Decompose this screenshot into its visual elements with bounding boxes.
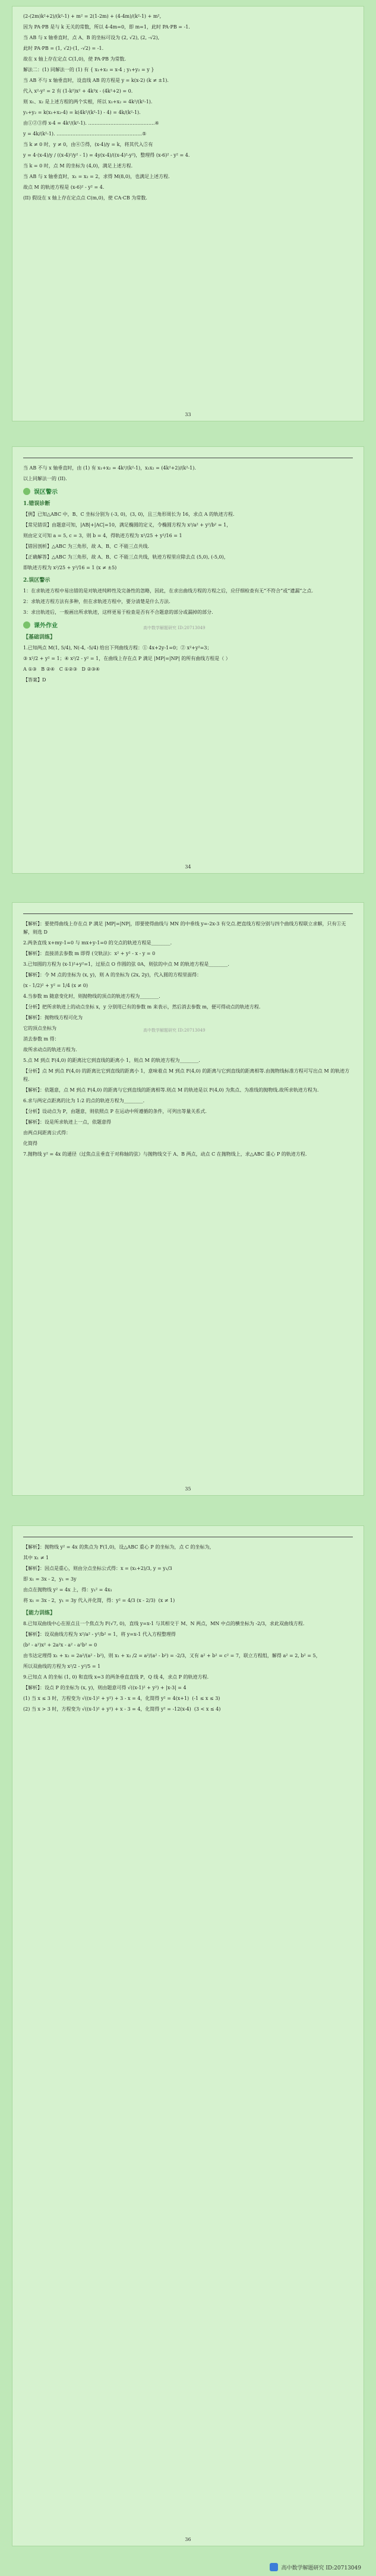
text-line: 8.已知双曲线中心在原点且一个焦点为 F(√7, 0)，直线 y=x-1 与其相交于 M、N 两点，MN 中点的横坐标为 -2/3，求此双曲线方程. xyxy=(23,1621,305,1626)
text-line: 即 x₁ = 3x - 2，y₁ = 3y xyxy=(23,1576,77,1582)
text-line: 解法二：(1) 同解法一的 (1) 有 { x₁+x₂ = x-4 ; y₁+y₂ = y } xyxy=(23,67,154,72)
text-line: 将 x₁ = 3x - 2，y₁ = 3y 代入并化简，得：y² = 4/3 (x - 2/3) (x ≠ 1) xyxy=(23,1598,175,1603)
text-line: 此时 PA·PB = (1, √2)·(1, -√2) = -1. xyxy=(23,46,104,51)
text-line: 故在 x 轴上存在定点 C(1,0)，使 PA·PB 为常数. xyxy=(23,56,127,62)
section-ability-training: 【能力训练】 xyxy=(23,1610,56,1616)
text-line: (1) 当 x ≤ 3 时，方程变为 √((x-1)² + y²) + 3 - x = 4，化简得 y² = 4(x+1) (-1 ≤ x ≤ 3) xyxy=(23,1696,220,1701)
text-line: 9.已知点 A 的坐标 (1, 0) 和直线 x=3 的两条垂直直线 P，Q 线 4，求点 P 的轨迹方程. xyxy=(23,1674,209,1680)
page-33 xyxy=(12,6,364,421)
page-number: 33 xyxy=(185,412,191,417)
text-line: 【正确解答】△ABC 为三角形，故 A、B、C 不能三点共线，轨迹方程里应除去点 (5,0), (-5,0)， xyxy=(23,554,229,560)
text-line: 【常见错误】由题意可知，|AB|+|AC|=10，满足椭圆的定义，令椭圆方程为 x²/a² + y²/b² = 1， xyxy=(23,522,232,528)
text-line: 1.已知两点 M(1, 5/4), N(-4, -5/4) 给出下列曲线方程：① 4x+2y-1=0；② x²+y²=3； xyxy=(23,645,212,651)
text-line: 【解析】：设是所求轨迹上一点，依题意得 xyxy=(23,1119,111,1125)
text-line: 化简得 xyxy=(23,1141,37,1146)
text-line: 以上同解法一的 (II). xyxy=(23,476,67,481)
text-line: 【解析】：设双曲线方程为 x²/a² - y²/b² = 1，将 y=x-1 代入方程整理得 xyxy=(23,1632,176,1637)
bottom-ribbon xyxy=(0,2555,376,2576)
text-line: 2：求轨迹方程方法有多种，但在求轨迹方程中，要分清楚是什么方法. xyxy=(23,599,170,604)
text-line: 当 AB 与 x 轴垂直时，x₁ = x₂ = 2，求得 M(8,0)，也满足上述方程. xyxy=(23,174,170,179)
brand-ribbon xyxy=(270,2563,361,2571)
text-line: 由韦达定理得 x₁ + x₂ = 2a²/(a² - b²)，则 x₁ + x₂ /2 = a²/(a² - b²) = -2/3，又有 a² + b² = c² = 7，联立方程组，解得 a² = 2, b² = 5， xyxy=(23,1653,321,1658)
text-line: 3：求出轨迹后，一般画出所求轨迹，这样更易于检查是否有不合题意的部分或漏掉的部分. xyxy=(23,610,213,615)
text-line: 6.求与两定点距离的比为 1:2 的点的轨迹方程为________. xyxy=(23,1098,145,1103)
page-34 xyxy=(12,446,364,874)
text-line: 即轨迹方程为 x²/25 + y²/16 = 1 (x ≠ ±5) xyxy=(23,565,117,570)
text-line: 2.两条直线 x+my-1=0 与 mx+y-1=0 的交点的轨迹方程是________. xyxy=(23,940,172,946)
text-line: 【解析】：因点是重心，则由分点坐标公式得：x = (x₁+2)/3, y = y₁/3 xyxy=(23,1566,172,1571)
section-basic-training: 【基础训练】 xyxy=(23,635,56,640)
text-line: 消去参数 m 得： xyxy=(23,1036,59,1042)
text-line: 故点 M 的轨迹方程是 (x-6)² - y² = 4. xyxy=(23,185,105,190)
text-line: 5.点 M 到点 F(4,0) 的距离比它到直线的距离小 1，则点 M 的轨迹方程为________. xyxy=(23,1058,200,1063)
text-line: 则由定义可知 a = 5, c = 3，则 b = 4，得轨迹方程为 x²/25 + y²/16 = 1 xyxy=(23,533,182,538)
banner-label: 课外作业 xyxy=(34,623,58,629)
banner-label: 误区警示 xyxy=(34,489,58,496)
text-line: 因为 PA·PB 是与 k 无关的常数，所以 4-4m=0，即 m=1，此时 PA·PB = -1. xyxy=(23,24,190,30)
text-line: 它的顶点坐标为 xyxy=(23,1026,56,1031)
text-line: 【分析】设动点为 P，由题意，则依照点 P 在运动中所遵循的条件，可列出等量关系式. xyxy=(23,1109,207,1114)
text-line: A ①③ B ②④ C ①②③ D ②③④ xyxy=(23,667,100,672)
text-line: (II) 假设在 x 轴上存在定点点 C(m,0)，使 CA·CB 为常数. xyxy=(23,195,147,201)
text-line: 【解析】：抛物线方程可化为 xyxy=(23,1015,83,1020)
text-line: 【例】已知△ABC 中，B、C 坐标分别为 (-3, 0)，(3, 0)，且三角形周长为 16，求点 A 的轨迹方程. xyxy=(23,512,235,517)
page-number: 34 xyxy=(185,864,191,870)
page-36 xyxy=(12,1525,364,2546)
section-warnings: 2.误区警示 xyxy=(23,578,50,583)
text-line: y = 4·(x-4)/y / ((x-4)²/y² - 1) = 4y(x-4)/((x-4)²-y²)，整理得 (x-6)² - y² = 4. xyxy=(23,153,190,158)
text-line: 【解析】：直接消去参数 m 即得 (交轨法)：x² + y² - x - y = 0 xyxy=(23,951,156,956)
text-line: 【解析】：令 M 点的坐标为 (x, y)，则 A 的坐标为 (2x, 2y)，代入圆的方程里面得： xyxy=(23,972,202,978)
text-line: y₁+y₂ = k(x₁+x₂-4) = k(4k²/(k²-1) - 4) = 4k/(k²-1). xyxy=(23,110,141,115)
page-35 xyxy=(12,902,364,1496)
text-line: 则 x₁、x₂ 是上述方程的两个实根，所以 x₁+x₂ = 4k²/(k²-1). xyxy=(23,99,153,104)
text-line: 【解析】：要使得曲线上存在点 P 满足 |MP|=|NP|，即要使得曲线与 MN 的中垂线 y=-2x-3 有交点.把直线方程分别与四个曲线方程联立求解，只有①无解，则选 D xyxy=(23,921,346,935)
text-line: 【解析】：设点 P 的坐标为 (x, y)，则由题意可得 √((x-1)² + y²) + |x-3| = 4 xyxy=(23,1685,187,1690)
leaf-icon xyxy=(23,488,30,495)
text-line: 故所求动点的轨迹方程为. xyxy=(23,1047,77,1052)
watermark: 高中数学解题研究 ID:20713049 xyxy=(143,626,206,630)
text-line: 由点在抛物线 y² = 4x 上，得：y₁² = 4x₁ xyxy=(23,1587,112,1592)
leaf-icon xyxy=(23,621,30,629)
text-line: (2) 当 x > 3 时，方程变为 √((x-1)² + y²) + x - 3 = 4，化简得 y² = -12(x-4) (3 < x ≤ 4) xyxy=(23,1706,221,1712)
text-line: ③ x²/2 + y² = 1；④ x²/2 - y² = 1，在曲线上存在点 P 满足 |MP|=|NP| 的所有曲线方程是（ ） xyxy=(23,656,230,661)
text-line: 其中 x₁ ≠ 1 xyxy=(23,1555,49,1560)
text-line: 由①②③得 x-4 = 4k²/(k²-1). ……………………………………④ xyxy=(23,120,159,126)
text-line: 1：在求轨迹方程中易出错的是对轨迹纯粹性及完备性的忽略，因此，在求出曲线方程的方程之后，应仔细检查有无“不符合”或“遗漏”之点. xyxy=(23,588,313,594)
brand-icon xyxy=(270,2563,278,2571)
text-line: 所以双曲线的方程为 x²/2 - y²/5 = 1 xyxy=(23,1664,101,1669)
watermark: 高中数学解题研究 ID:20713049 xyxy=(143,1028,206,1033)
text-line: (b² - a²)x² + 2a²x - a² - a²b² = 0 xyxy=(23,1642,97,1648)
text-line: 7.抛物线 y² = 4x 的通径（过焦点且垂直于对称轴的弦）与抛物线交于 A、B 两点，动点 C 在抛物线上，求△ABC 重心 P 的轨迹方程. xyxy=(23,1151,307,1157)
page-number: 36 xyxy=(185,2537,191,2542)
text-line: 【解析】：抛物线 y² = 4x 的焦点为 F(1,0)，设△ABC 重心 P 的坐标为，点 C 的坐标为， xyxy=(23,1544,214,1550)
text-line: 4.当参数 m 随意变化时，则抛物线的顶点的轨迹方程为________. xyxy=(23,994,160,999)
text-line: (x - 1/2)² + y² = 1/4 (x ≠ 0) xyxy=(23,983,88,988)
text-line: 当 AB 不与 x 轴垂直时，设直线 AB 的方程是 y = k(x-2) (k ≠ ±1). xyxy=(23,78,169,83)
text-line: 【解析】：依题意，点 M 到点 F(4,0) 的距离与它到直线的距离相等.则点 M 的轨迹是以 F(4,0) 为焦点、为准线的抛物线.故所求轨迹方程为. xyxy=(23,1087,319,1093)
text-line: 3.已知圆的方程为 (x-1)²+y²=1，过原点 O 作圆的弦 0A，则弦的中点 M 的轨迹方程是________. xyxy=(23,962,229,967)
text-line: 当 AB 与 x 轴垂直时，点 A、B 的坐标可设为 (2, √2), (2, -√2), xyxy=(23,35,160,40)
banner-mistakes xyxy=(23,487,353,496)
text-line: (2-(2m)k²+2)/(k²-1) + m² = 2(1-2m) + (4-4m)/(k²-1) + m², xyxy=(23,14,162,19)
section-error-diagnosis: 1.错误诊断 xyxy=(23,501,50,507)
text-line: 代入 x²-y² = 2 有 (1-k²)x² + 4k²x - (4k²+2) = 0. xyxy=(23,88,133,94)
text-line: 【分析】把所求轨迹上的动点坐标 x，y 分别用已有的参数 m 来表示，然后消去参数 m，便可得动点的轨迹方程. xyxy=(23,1004,261,1010)
text-line: 当 AB 不与 x 轴垂直时，由 (1) 有 x₁+x₂ = 4k²/(k²-1)，x₁x₂ = (4k²+2)/(k²-1). xyxy=(23,465,196,471)
text-line: 【答案】D xyxy=(23,677,46,683)
page-number: 35 xyxy=(185,1486,191,1492)
text-line: 当 k = 0 时，点 M 的坐标为 (4,0)，满足上述方程. xyxy=(23,163,133,169)
text-line: 【错因剖析】△ABC 为三角形，故 A、B、C 不能三点共线. xyxy=(23,544,150,549)
text-line: 【分析】点 M 到点 F(4,0) 的距离比它到直线的距离小 1，意味着点 M 到点 F(4,0) 的距离与它到直线的距离相等.由抛物线标准方程可写出点 M 的轨迹方程. xyxy=(23,1068,350,1082)
text-line: y = 4k/(k²-1). ………………………………………………⑤ xyxy=(23,131,147,137)
text-line: 由两点间距离公式得： xyxy=(23,1130,71,1135)
page-divider xyxy=(23,913,353,914)
text-line: 当 k ≠ 0 时，y ≠ 0，由④⑤得，(x-4)/y = k，将其代入⑤有 xyxy=(23,142,153,147)
brand-text: 高中数学解题研究 ID:20713049 xyxy=(281,2565,361,2571)
